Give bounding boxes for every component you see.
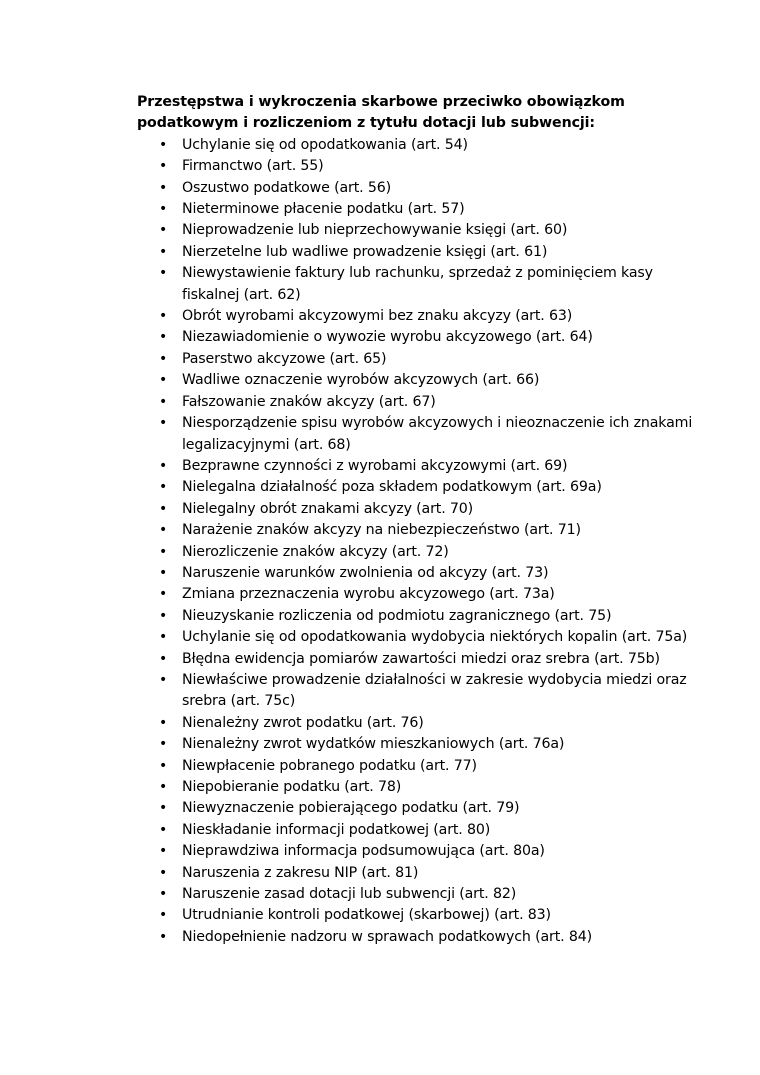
list-item bbox=[159, 349, 697, 370]
bullet-icon: • bbox=[159, 757, 168, 774]
list-item-text: Firmanctwo (art. 55) bbox=[182, 158, 324, 175]
bullet-icon: • bbox=[159, 457, 168, 474]
bullet-icon: • bbox=[159, 158, 168, 175]
list-item-text: Niesporządzenie spisu wyrobów akcyzowych i nieoznaczenie ich znakami legalizacyjnymi (art. 68) bbox=[182, 415, 693, 453]
list-item-text: Paserstwo akcyzowe (art. 65) bbox=[182, 350, 387, 367]
list-item-text: Naruszenia z zakresu NIP (art. 81) bbox=[182, 864, 419, 881]
list-item-text: Błędna ewidencja pomiarów zawartości miedzi oraz srebra (art. 75b) bbox=[182, 650, 660, 667]
bullet-icon: • bbox=[159, 907, 168, 924]
list-item bbox=[159, 199, 697, 220]
list-item bbox=[159, 242, 697, 263]
list-item-text: Obrót wyrobami akcyzowymi bez znaku akcyzy (art. 63) bbox=[182, 308, 573, 325]
list-item bbox=[159, 627, 697, 648]
bullet-icon: • bbox=[159, 564, 168, 581]
bullet-icon: • bbox=[159, 243, 168, 260]
bullet-icon: • bbox=[159, 522, 168, 539]
list-item bbox=[159, 306, 697, 327]
list-item bbox=[159, 777, 697, 798]
bullet-icon: • bbox=[159, 650, 168, 667]
list-item-text: Narażenie znaków akcyzy na niebezpieczeństwo (art. 71) bbox=[182, 522, 581, 539]
document-page bbox=[137, 92, 697, 948]
list-item bbox=[159, 670, 697, 713]
bullet-icon: • bbox=[159, 607, 168, 624]
list-item-text: Nielegalna działalność poza składem podatkowym (art. 69a) bbox=[182, 479, 602, 496]
list-item-text: Nierzetelne lub wadliwe prowadzenie księgi (art. 61) bbox=[182, 243, 548, 260]
bullet-icon: • bbox=[159, 222, 168, 239]
list-item bbox=[159, 456, 697, 477]
bullet-icon: • bbox=[159, 843, 168, 860]
bullet-icon: • bbox=[159, 350, 168, 367]
list-item bbox=[159, 841, 697, 862]
list-item bbox=[159, 542, 697, 563]
bullet-icon: • bbox=[159, 415, 168, 432]
list-item-text: Zmiana przeznaczenia wyrobu akcyzowego (art. 73a) bbox=[182, 586, 555, 603]
list-item-text: Nieprowadzenie lub nieprzechowywanie księgi (art. 60) bbox=[182, 222, 568, 239]
list-item-text: Oszustwo podatkowe (art. 56) bbox=[182, 179, 391, 196]
list-item bbox=[159, 756, 697, 777]
list-item bbox=[159, 863, 697, 884]
list-item-text: Nielegalny obrót znakami akcyzy (art. 70) bbox=[182, 500, 474, 517]
list-item-text: Uchylanie się od opodatkowania wydobycia niektórych kopalin (art. 75a) bbox=[182, 629, 688, 646]
list-item bbox=[159, 392, 697, 413]
list-item-text: Wadliwe oznaczenie wyrobów akcyzowych (art. 66) bbox=[182, 372, 540, 389]
list-item bbox=[159, 927, 697, 948]
section-heading: Przestępstwa i wykroczenia skarbowe przeciwko obowiązkom podatkowym i rozliczeniom z tytułu dotacji lub subwencji: bbox=[137, 94, 625, 132]
list-item-text: Niezawiadomienie o wywozie wyrobu akcyzowego (art. 64) bbox=[182, 329, 593, 346]
bullet-icon: • bbox=[159, 886, 168, 903]
list-item bbox=[159, 156, 697, 177]
bullet-icon: • bbox=[159, 136, 168, 153]
list-item bbox=[159, 520, 697, 541]
list-item bbox=[159, 820, 697, 841]
bullet-icon: • bbox=[159, 308, 168, 325]
list-item-text: Naruszenie warunków zwolnienia od akcyzy (art. 73) bbox=[182, 564, 549, 581]
list-item-text: Nienależny zwrot podatku (art. 76) bbox=[182, 714, 424, 731]
list-item-text: Nienależny zwrot wydatków mieszkaniowych (art. 76a) bbox=[182, 736, 565, 753]
list-item-text: Nieprawdziwa informacja podsumowująca (art. 80a) bbox=[182, 843, 545, 860]
bullet-icon: • bbox=[159, 629, 168, 646]
list-item-text: Niedopełnienie nadzoru w sprawach podatkowych (art. 84) bbox=[182, 928, 592, 945]
list-item bbox=[159, 606, 697, 627]
list-item bbox=[159, 370, 697, 391]
list-item bbox=[159, 734, 697, 755]
list-item-text: Bezprawne czynności z wyrobami akcyzowymi (art. 69) bbox=[182, 457, 568, 474]
list-item bbox=[159, 884, 697, 905]
bullet-icon: • bbox=[159, 779, 168, 795]
list-item bbox=[159, 178, 697, 199]
bullet-icon: • bbox=[159, 543, 168, 560]
bullet-icon: • bbox=[159, 671, 168, 688]
bullet-icon: • bbox=[159, 586, 168, 603]
list-item bbox=[159, 413, 697, 456]
list-item bbox=[159, 713, 697, 734]
list-item-text: Naruszenie zasad dotacji lub subwencji (art. 82) bbox=[182, 886, 517, 903]
list-item-text: Niewłaściwe prowadzenie działalności w zakresie wydobycia miedzi oraz srebra (art. 75c) bbox=[182, 671, 687, 710]
list-item-text: Nieuzyskanie rozliczenia od podmiotu zagranicznego (art. 75) bbox=[182, 607, 612, 624]
list-item-text: Niewyznaczenie pobierającego podatku (art. 79) bbox=[182, 800, 520, 817]
list-item bbox=[159, 263, 697, 306]
bullet-icon: • bbox=[159, 800, 168, 817]
bullet-icon: • bbox=[159, 736, 168, 753]
list-item bbox=[159, 905, 697, 926]
list-item-text: Niewpłacenie pobranego podatku (art. 77) bbox=[182, 757, 477, 774]
bullet-icon: • bbox=[159, 928, 168, 945]
list-item bbox=[159, 798, 697, 819]
bullet-icon: • bbox=[159, 201, 168, 218]
list-item bbox=[159, 584, 697, 605]
list-item bbox=[159, 477, 697, 498]
list-item bbox=[159, 563, 697, 584]
list-item bbox=[159, 327, 697, 348]
bullet-icon: • bbox=[159, 179, 168, 196]
bullet-icon: • bbox=[159, 372, 168, 389]
list-item-text: Nieterminowe płacenie podatku (art. 57) bbox=[182, 201, 465, 218]
list-item bbox=[159, 135, 697, 156]
list-item bbox=[159, 649, 697, 670]
bullet-icon: • bbox=[159, 265, 168, 282]
bullet-icon: • bbox=[159, 479, 168, 496]
list-item-text: Utrudnianie kontroli podatkowej (skarbowej) (art. 83) bbox=[182, 907, 551, 924]
bullet-icon: • bbox=[159, 329, 168, 346]
list-item-text: Nieskładanie informacji podatkowej (art. 80) bbox=[182, 821, 491, 838]
list-item bbox=[159, 220, 697, 241]
bullet-icon: • bbox=[159, 500, 168, 517]
bullet-icon: • bbox=[159, 393, 168, 410]
bullet-icon: • bbox=[159, 821, 168, 838]
list-item-text: Niewystawienie faktury lub rachunku, sprzedaż z pominięciem kasy fiskalnej (art. 62) bbox=[182, 265, 653, 303]
offence-list bbox=[137, 135, 697, 948]
list-item-text: Uchylanie się od opodatkowania (art. 54) bbox=[182, 136, 468, 153]
list-item-text: Niepobieranie podatku (art. 78) bbox=[182, 779, 402, 795]
bullet-icon: • bbox=[159, 864, 168, 881]
bullet-icon: • bbox=[159, 714, 168, 731]
list-item-text: Nierozliczenie znaków akcyzy (art. 72) bbox=[182, 543, 449, 560]
list-item-text: Fałszowanie znaków akcyzy (art. 67) bbox=[182, 393, 436, 410]
list-item bbox=[159, 499, 697, 520]
